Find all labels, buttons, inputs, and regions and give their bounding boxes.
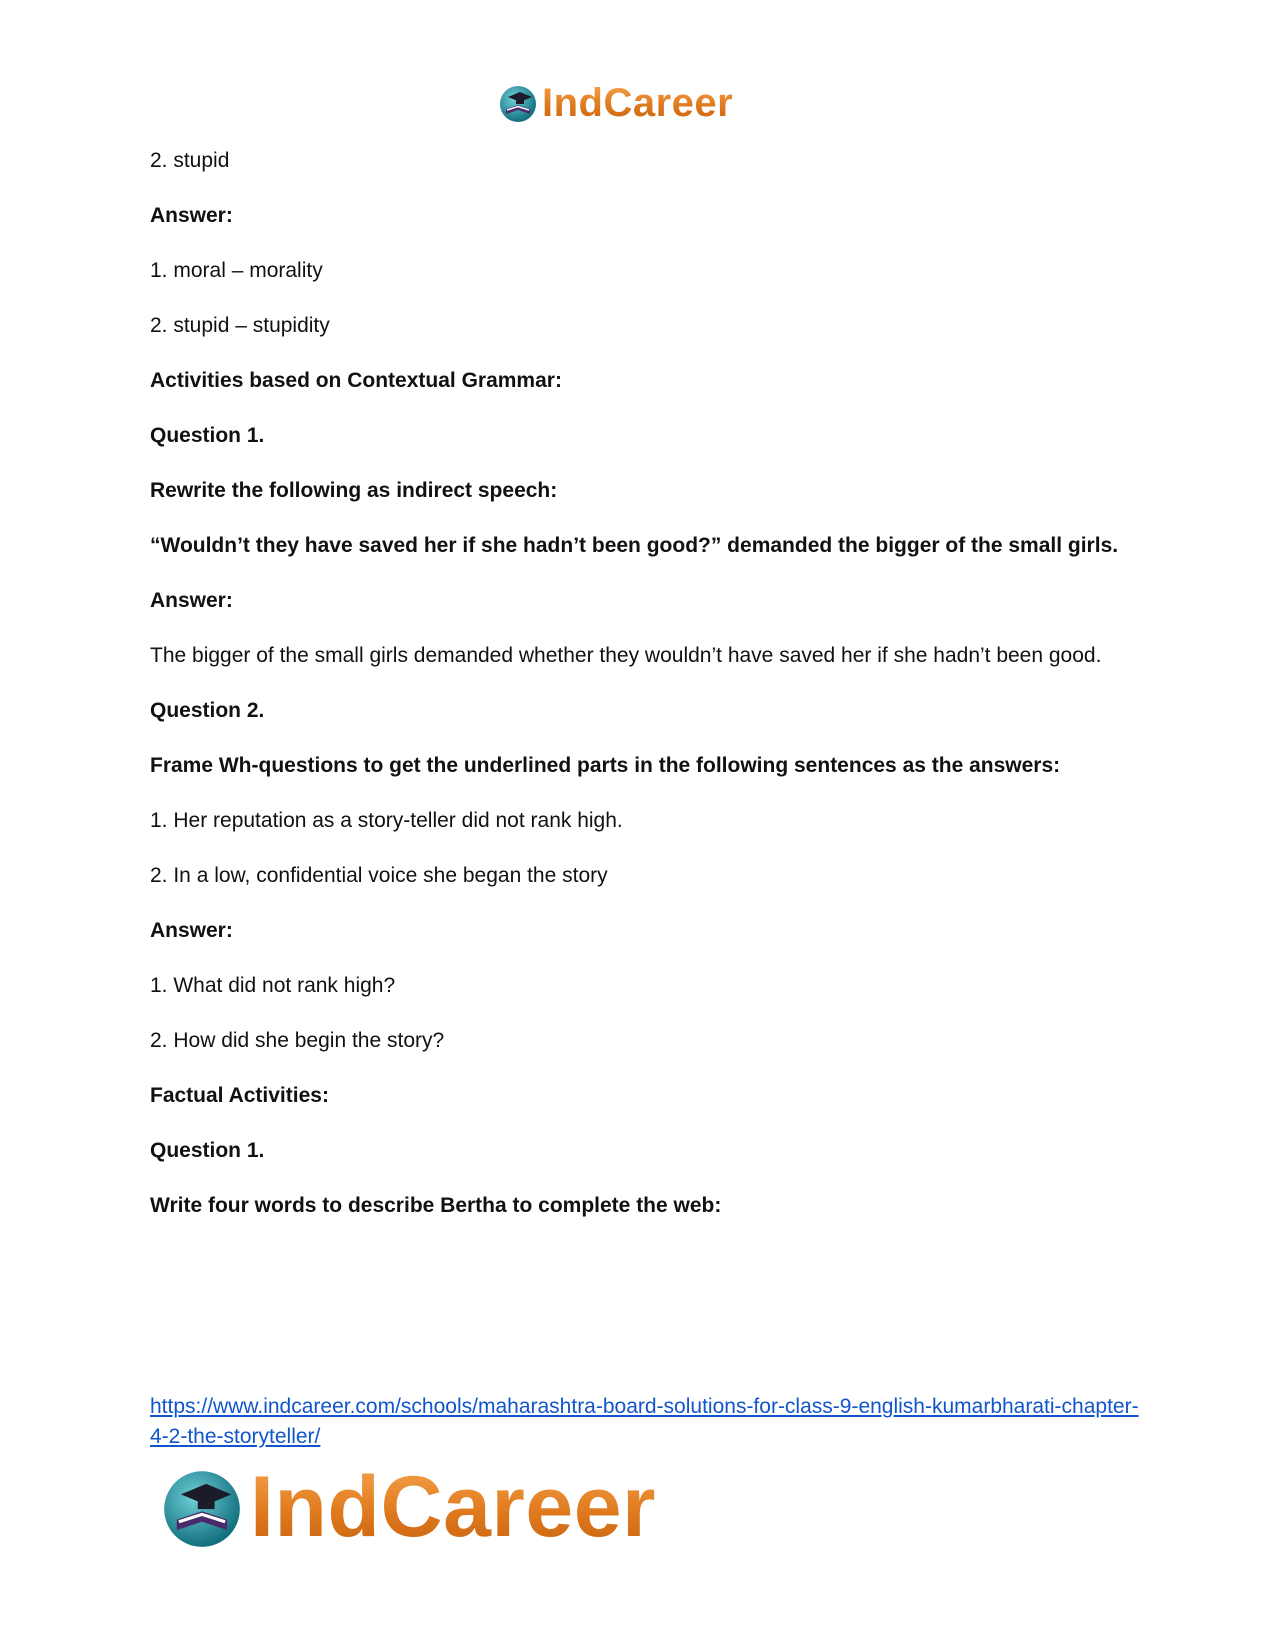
- graduation-book-icon: [498, 83, 538, 123]
- heading-line: Write four words to describe Bertha to complete the web:: [150, 1194, 722, 1217]
- text-line: 2. stupid – stupidity: [150, 314, 330, 337]
- source-url-link[interactable]: https://www.indcareer.com/schools/maharashtra-board-solutions-for-class-9-english-kumarbharati-chapter-4-2-the-storyteller/: [150, 1395, 1139, 1448]
- text-line: The bigger of the small girls demanded whether they wouldn’t have saved her if she hadn’t been good.: [150, 644, 1102, 667]
- text-line: 1. What did not rank high?: [150, 974, 396, 997]
- graduation-book-icon: [160, 1465, 244, 1549]
- text-line: 2. How did she begin the story?: [150, 1029, 445, 1052]
- heading-line: Frame Wh-questions to get the underlined parts in the following sentences as the answers:: [150, 754, 1061, 777]
- text-line: 2. stupid: [150, 149, 230, 172]
- logo-text: IndCareer: [542, 81, 734, 125]
- heading-line: Rewrite the following as indirect speech:: [150, 479, 558, 502]
- document-body: [150, 146, 1130, 1246]
- heading-line: Question 2.: [150, 699, 265, 722]
- text-line: 1. Her reputation as a story-teller did not rank high.: [150, 809, 623, 832]
- heading-line: Answer:: [150, 589, 233, 612]
- heading-line: Answer:: [150, 204, 233, 227]
- heading-line: Question 1.: [150, 1139, 265, 1162]
- logo-text: IndCareer: [250, 1459, 656, 1555]
- heading-line: Activities based on Contextual Grammar:: [150, 369, 562, 392]
- heading-line: Question 1.: [150, 424, 265, 447]
- heading-line: “Wouldn’t they have saved her if she hadn’t been good?” demanded the bigger of the small girls.: [150, 534, 1119, 557]
- heading-line: Factual Activities:: [150, 1084, 329, 1107]
- heading-line: Answer:: [150, 919, 233, 942]
- footer-link-block: [150, 1392, 1140, 1452]
- header-logo: [498, 82, 733, 124]
- text-line: 1. moral – morality: [150, 259, 323, 282]
- text-line: 2. In a low, confidential voice she began the story: [150, 864, 608, 887]
- footer-logo: [160, 1459, 656, 1555]
